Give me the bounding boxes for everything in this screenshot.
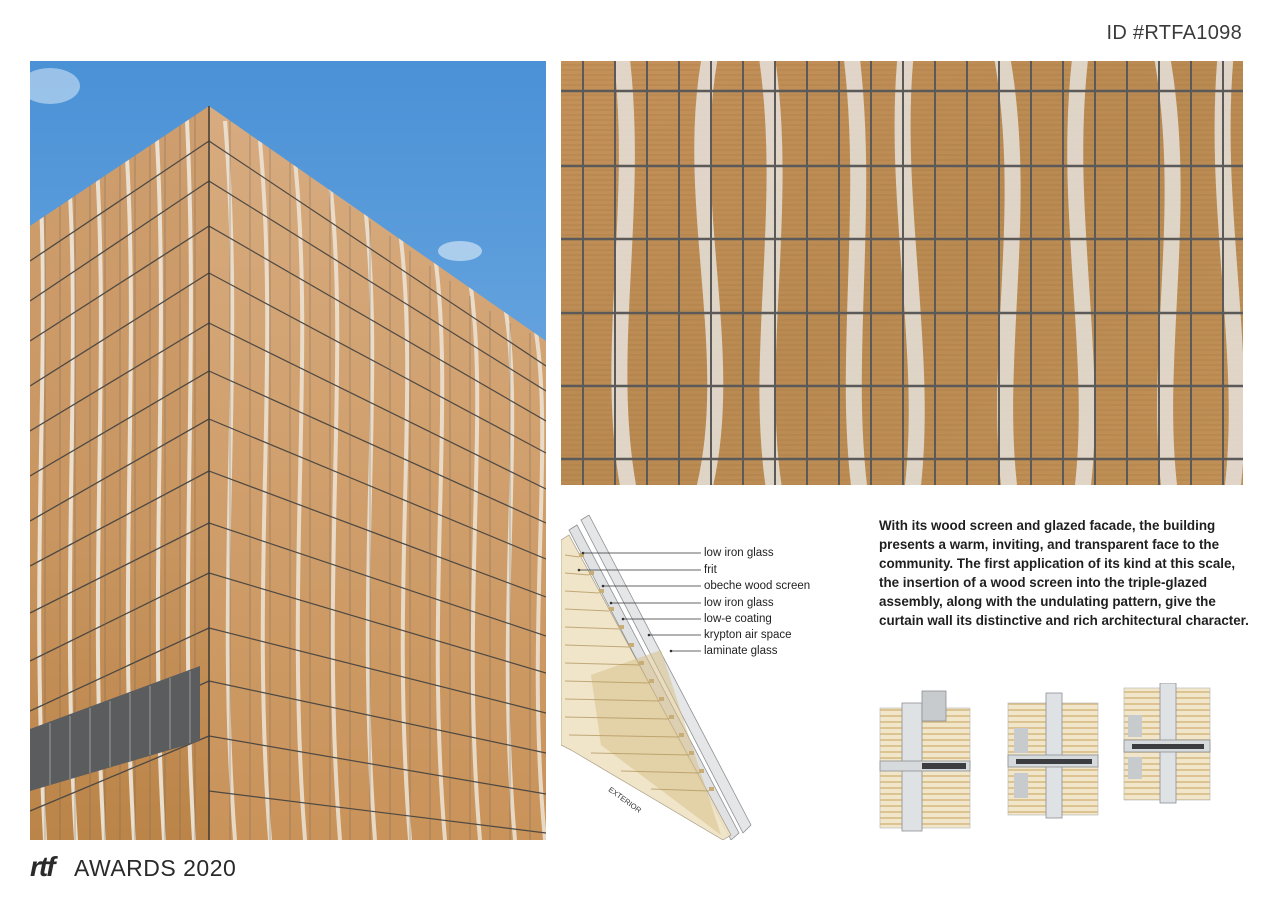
rtf-logo — [30, 852, 72, 887]
exterior-label: EXTERIOR — [606, 785, 644, 815]
mullion-detail-2 — [1008, 693, 1098, 818]
mullion-details-illustration — [876, 683, 1216, 833]
building-corner-photo — [30, 61, 546, 840]
layer-label: laminate glass — [704, 645, 778, 657]
rtf-logo-text: rtf — [30, 852, 54, 882]
layer-label: low-e coating — [704, 613, 772, 625]
project-description: With its wood screen and glazed facade, the building presents a warm, inviting, and transparent face to the community. The first application of its kind at this scale, the insertion of a wood screen into the triple-glazed assembly, along with the undulating pattern, give the curtain wall its distinctive and rich architectural character. — [879, 518, 1249, 628]
layer-label: obeche wood screen — [704, 580, 811, 592]
awards-label: AWARDS 2020 — [74, 855, 237, 881]
project-id: ID #RTFA1098 — [1106, 22, 1242, 44]
layer-label: krypton air space — [704, 629, 792, 641]
mullion-detail-3 — [1124, 683, 1210, 803]
layer-label: low iron glass — [704, 547, 774, 559]
facade-closeup-photo — [561, 61, 1243, 485]
layer-label: low iron glass — [704, 597, 774, 609]
mullion-detail-1 — [880, 691, 970, 831]
layer-label: frit — [704, 564, 717, 576]
